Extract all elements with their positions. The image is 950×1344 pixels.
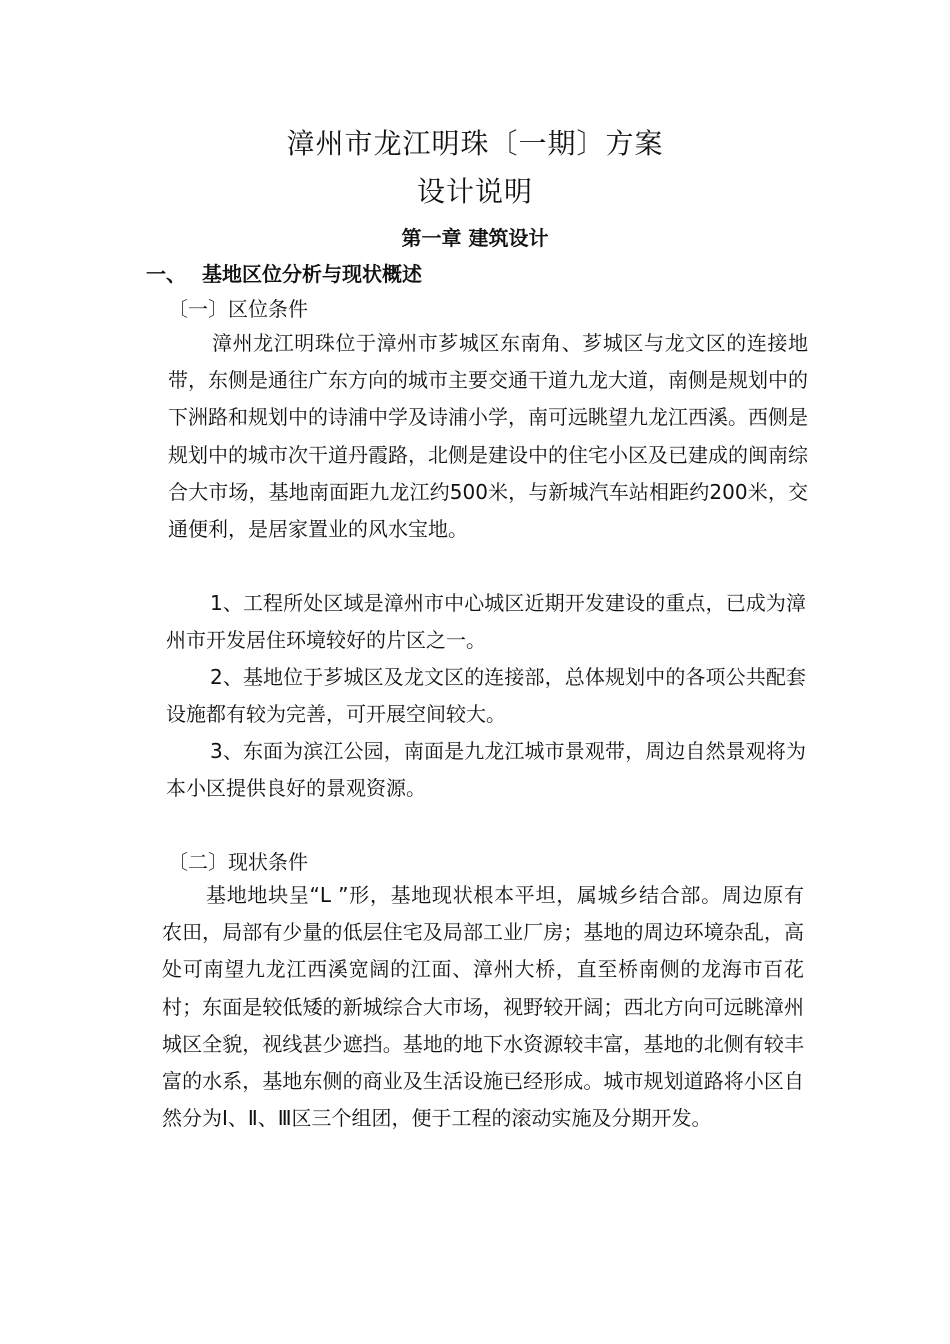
section-title: 基地区位分析与现状概述	[202, 262, 422, 286]
chapter-heading: 第一章 建筑设计	[401, 226, 549, 250]
location-item-1: 1、工程所处区域是漳州市中心城区近期开发建设的重点，已成为漳州市开发居住环境较好的片区之一。	[166, 591, 806, 653]
location-paragraph: 漳州龙江明珠位于漳州市芗城区东南角、芗城区与龙文区的连接地带，东侧是通往广东方向的城市主要交通干道九龙大道，南侧是规划中的下洲路和规划中的诗浦中学及诗浦小学，南可远眺望九龙江西溪。西侧是规划中的城市次干道丹霞路，北侧是建设中的住宅小区及已建成的闽南综合大市场，基地南面距九龙江约500米，与新城汽车站相距约200米，交通便利，是居家置业的风水宝地。	[168, 331, 808, 542]
document-title: 漳州市龙江明珠〔一期〕方案	[286, 127, 664, 160]
subsection-heading-status: 〔二〕现状条件	[168, 850, 308, 874]
location-item-2: 2、基地位于芗城区及龙文区的连接部，总体规划中的各项公共配套设施都有较为完善，可开展空间较大。	[166, 665, 806, 727]
section-heading	[146, 258, 422, 287]
status-paragraph: 基地地块呈“L ”形，基地现状根本平坦，属城乡结合部。周边原有农田，局部有少量的低层住宅及局部工业厂房；基地的周边环境杂乱，高处可南望九龙江西溪宽阔的江面、漳州大桥，直至桥南侧的龙海市百花村；东面是较低矮的新城综合大市场，视野较开阔；西北方向可远眺漳州城区全貌，视线甚少遮挡。基地的地下水资源较丰富，基地的北侧有较丰富的水系，基地东侧的商业及生活设施已经形成。城市规划道路将小区自然分为Ⅰ、Ⅱ、Ⅲ区三个组团，便于工程的滚动实施及分期开发。	[162, 883, 804, 1131]
document-subtitle: 设计说明	[416, 175, 533, 208]
subsection-heading-location: 〔一〕区位条件	[168, 297, 308, 321]
section-number: 一、	[146, 262, 186, 286]
location-item-3: 3、东面为滨江公园，南面是九龙江城市景观带，周边自然景观将为本小区提供良好的景观资源。	[166, 739, 806, 801]
